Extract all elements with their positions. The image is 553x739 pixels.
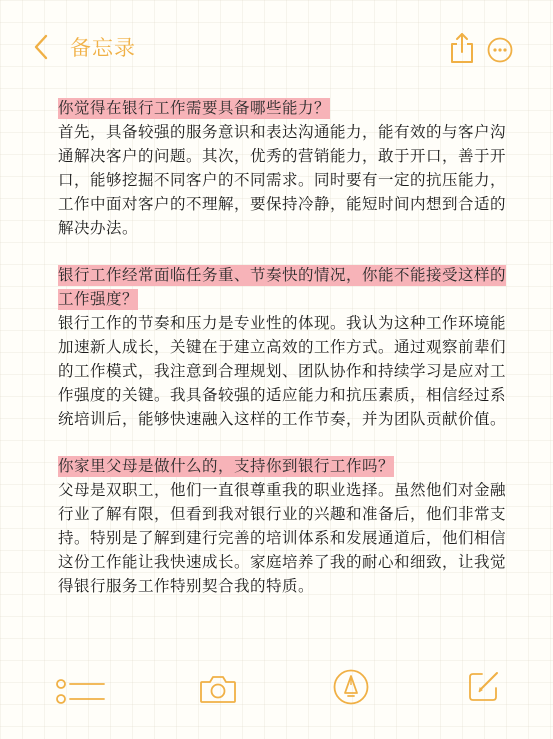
question-heading (58, 454, 510, 478)
markup-pen-icon (333, 669, 369, 705)
answer-text: 银行工作的节奏和压力是专业性的体现。我认为这种工作环境能加速新人成长，关键在于建立高效的工作方式。通过观察前辈们的工作模式，我注意到合理规划、团队协作和持续学习是应对工作强度的关键。我具备较强的适应能力和抗压素质，相信经过系统培训后，能够快速融入这样的工作节奏，并为团队贡献价值。 (58, 314, 507, 428)
compose-button[interactable] (467, 669, 501, 703)
markup-button[interactable] (333, 669, 369, 705)
checklist-icon (56, 677, 106, 707)
question-text: 你家里父母是做什么的，支持你到银行工作吗？ (58, 457, 395, 475)
chevron-left-icon (34, 34, 48, 60)
camera-button[interactable] (199, 674, 237, 704)
share-icon (450, 32, 474, 64)
back-label: 备忘录 (70, 36, 136, 60)
share-button[interactable] (450, 32, 474, 64)
answer-text: 父母是双职工，他们一直很尊重我的职业选择。虽然他们对金融行业了解有限，但看到我对银行业的兴趣和准备后，他们非常支持。特别是了解到建行完善的培训体系和发展通道后，他们相信这份工作能让我快速成长。家庭培养了我的耐心和细致，让我觉得银行服务工作特别契合我的特质。 (58, 481, 507, 595)
back-button[interactable] (34, 30, 136, 64)
qa-section (58, 263, 510, 431)
camera-icon (199, 674, 237, 704)
answer-text: 首先，具备较强的服务意识和表达沟通能力，能有效的与客户沟通解决客户的问题。其次，优秀的营销能力，敢于开口，善于开口，能够挖掘不同客户的不同需求。同时要有一定的抗压能力，工作中面对客户的不理解，要保持冷静，能短时间内想到合适的解决办法。 (58, 123, 507, 237)
more-icon (487, 37, 513, 63)
qa-section (58, 454, 510, 598)
navigation-bar (0, 0, 553, 90)
compose-icon (467, 669, 501, 703)
bottom-toolbar (0, 664, 553, 724)
checklist-button[interactable] (56, 677, 106, 707)
question-heading (58, 96, 510, 120)
question-heading (58, 263, 510, 311)
qa-section (58, 96, 510, 240)
question-text: 银行工作经常面临任务重、节奏快的情况，你能不能接受这样的工作强度？ (58, 266, 507, 308)
question-text: 你觉得在银行工作需要具备哪些能力？ (58, 99, 331, 117)
note-body[interactable] (58, 96, 510, 621)
more-options-button[interactable] (487, 37, 513, 63)
